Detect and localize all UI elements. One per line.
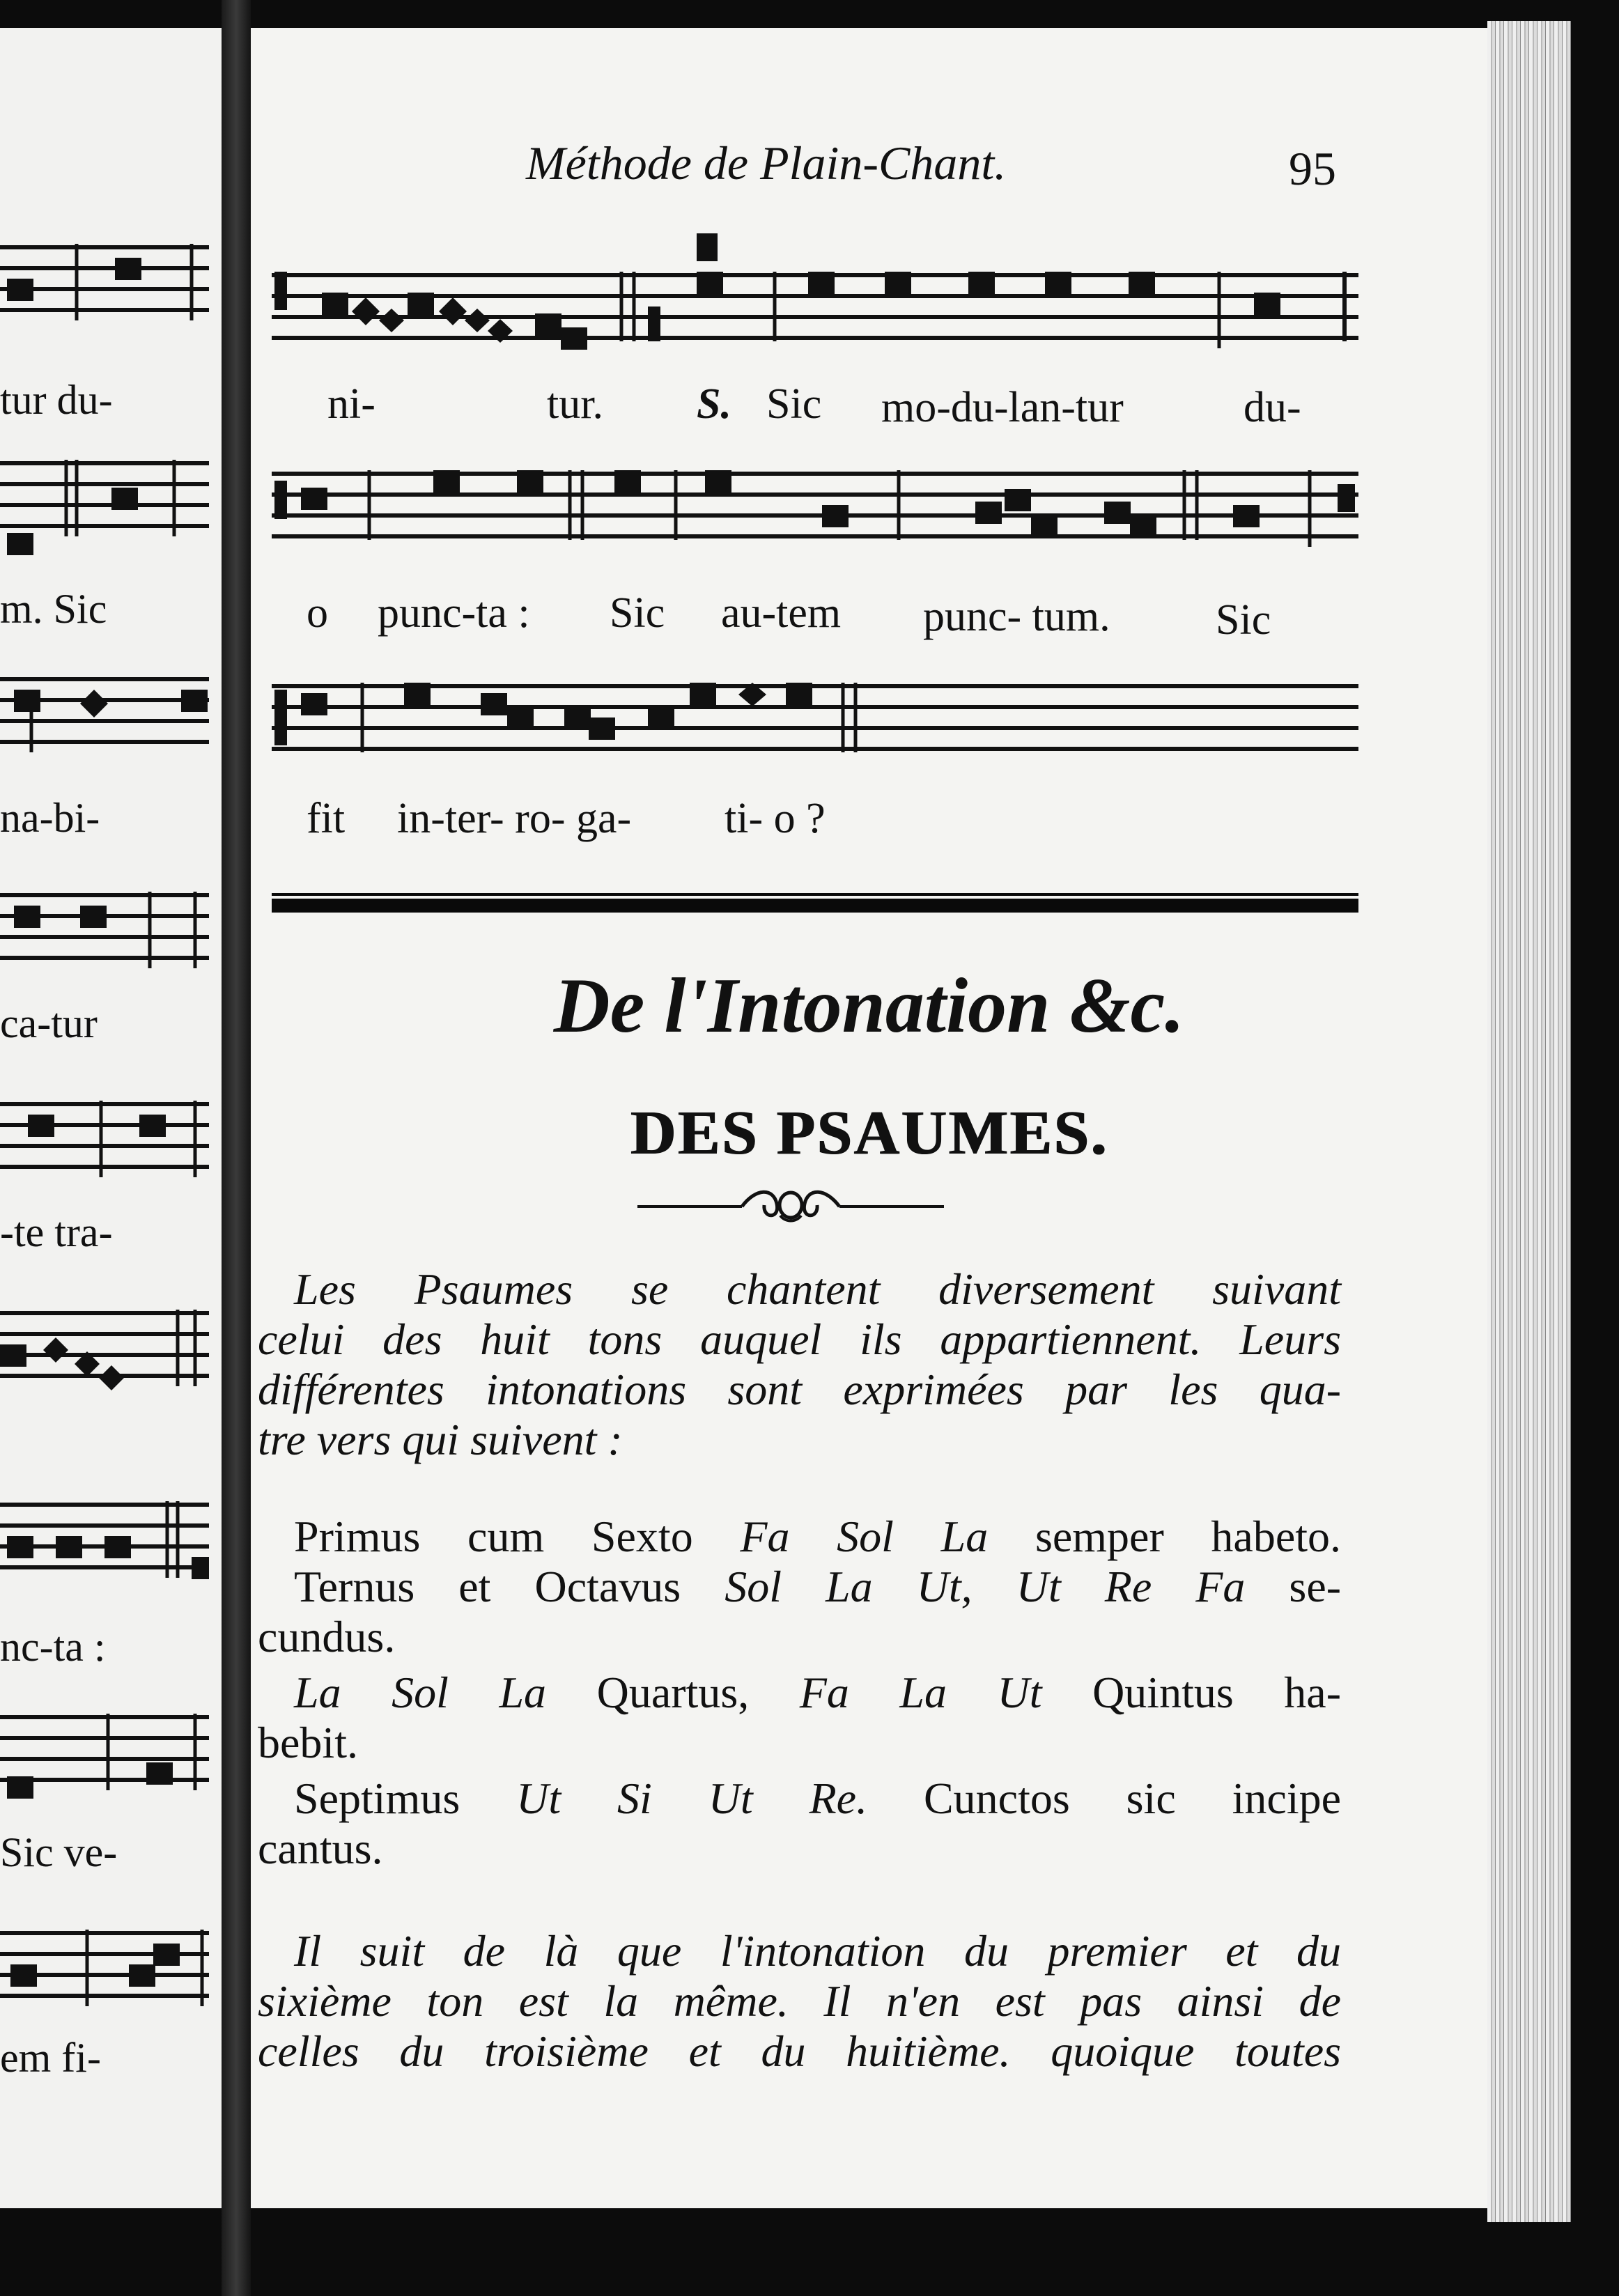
verse-line (258, 1612, 1341, 1662)
chant-lyric: Sic (1216, 596, 1271, 644)
chant-lyric: ni- (327, 380, 375, 428)
left-staff-6 (0, 1303, 209, 1421)
chant-lyric: du- (1244, 384, 1301, 431)
solmization-syllables: La Sol La (294, 1668, 547, 1717)
chant-lyric: fit (307, 795, 346, 842)
section-subheading: DES PSAUMES. (630, 1099, 1108, 1168)
section-divider (272, 899, 1358, 913)
left-fragment: tur du- (0, 377, 113, 423)
solmization-syllables: Sol La Ut, (725, 1562, 973, 1611)
fleuron-ornament-icon (637, 1184, 944, 1226)
verse-line (258, 1668, 1341, 1718)
closing-line: sixième ton est la même. Il n'en est pas ainsi de (258, 1976, 1341, 2026)
verse-text: Quintus ha- (1092, 1668, 1342, 1717)
left-staff-5 (0, 1094, 209, 1184)
verse-line (258, 1824, 1341, 1874)
chant-lyric: S. (697, 380, 731, 428)
verse-line (258, 1774, 1341, 1824)
chant-staff-1 (272, 230, 1358, 369)
verse-text: Cunctos sic incipe (923, 1774, 1342, 1823)
page-number: 95 (1289, 142, 1336, 195)
chant-lyric: ti- o ? (725, 795, 826, 842)
left-fragment: -te tra- (0, 1209, 113, 1255)
left-fragment: Sic ve- (0, 1829, 118, 1875)
chant-lyric: punc- tum. (923, 593, 1110, 640)
verse-text: Quartus, (596, 1668, 750, 1717)
intro-line: tre vers qui suivent : (258, 1415, 623, 1464)
left-staff-8 (0, 1707, 209, 1804)
left-fragment: em fi- (0, 2035, 101, 2081)
verse-text: Ternus et Octavus (294, 1562, 681, 1611)
left-staff-3 (0, 669, 209, 759)
solmization-syllables: Fa La Ut (799, 1668, 1042, 1717)
verses-block (258, 1512, 1341, 1874)
left-fragment: nc-ta : (0, 1624, 106, 1670)
book-gutter (222, 0, 251, 2296)
chant-lyric: au-tem (721, 589, 842, 637)
section-heading: De l'Intonation &c. (553, 963, 1185, 1049)
verse-text: Septimus (294, 1774, 460, 1823)
left-staff-9 (0, 1923, 209, 2013)
chant-lyric: o (307, 589, 328, 637)
chant-lyric: punc-ta : (378, 589, 530, 637)
page-edge (1487, 21, 1571, 2222)
verse-text: cundus. (258, 1612, 396, 1661)
verse-line (258, 1718, 1341, 1768)
solmization-syllables: Fa Sol La (740, 1512, 989, 1561)
verse-text: Primus cum Sexto (294, 1512, 693, 1561)
intro-line: différentes intonations sont exprimées par les qua- (258, 1365, 1341, 1414)
chant-lyric: Sic (766, 380, 822, 428)
chant-lyric: tur. (547, 380, 603, 428)
running-title: Méthode de Plain-Chant. (526, 137, 1007, 189)
right-page (251, 28, 1487, 2208)
chant-staff-2 (272, 453, 1358, 564)
intro-paragraph (258, 1264, 1341, 1465)
verse-line (258, 1562, 1341, 1612)
intro-line: celui des huit tons auquel ils appartiennent. Leurs (258, 1314, 1341, 1364)
verse-text: bebit. (258, 1718, 358, 1767)
chant-staff-3 (272, 665, 1358, 777)
left-staff-4 (0, 885, 209, 975)
left-page (0, 28, 222, 2208)
intro-line: Les Psaumes se chantent diversement suivant (294, 1264, 1341, 1314)
closing-paragraph (258, 1926, 1341, 2077)
left-staff-7 (0, 1494, 209, 1592)
section-divider-thin (272, 893, 1358, 896)
left-fragment: na-bi- (0, 795, 100, 841)
solmization-syllables: Ut Si Ut Re. (516, 1774, 868, 1823)
chant-lyric: in-ter- ro- ga- (397, 795, 632, 842)
left-staff-1 (0, 237, 209, 327)
solmization-syllables: Ut Re Fa (1016, 1562, 1246, 1611)
closing-line: Il suit de là que l'intonation du premier et du (294, 1926, 1341, 1976)
left-staff-2 (0, 453, 209, 557)
verse-line (258, 1512, 1341, 1562)
left-fragment: m. Sic (0, 586, 107, 632)
closing-line: celles du troisième et du huitième. quoique toutes (258, 2026, 1341, 2076)
chant-lyric: mo-du-lan-tur (881, 384, 1124, 431)
page-header (251, 136, 1487, 199)
verse-text: cantus. (258, 1824, 383, 1873)
left-fragment: ca-tur (0, 1000, 98, 1046)
verse-text: se- (1289, 1562, 1342, 1611)
chant-lyric: Sic (610, 589, 665, 637)
verse-text: semper habeto. (1035, 1512, 1342, 1561)
